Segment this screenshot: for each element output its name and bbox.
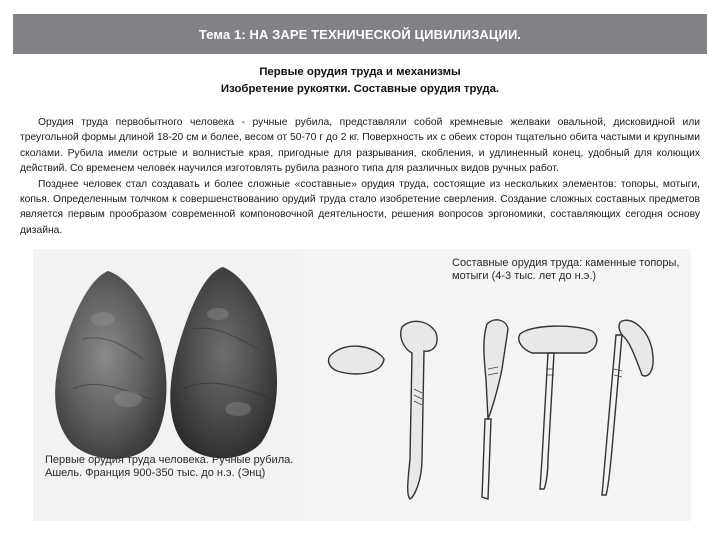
hafted-axe-2 [484, 320, 508, 419]
hand-axes-illustration [33, 249, 302, 521]
subtitle-line-1: Первые орудия труда и механизмы [259, 66, 461, 78]
hand-axe-right [170, 267, 277, 458]
body-text [20, 115, 700, 238]
composite-tools-illustration [302, 249, 691, 521]
slide-title: Тема 1: НА ЗАРЕ ТЕХНИЧЕСКОЙ ЦИВИЛИЗАЦИИ. [198, 26, 522, 42]
hand-axes-photo [33, 249, 302, 521]
composite-tools-caption: Составные орудия труда: каменные топоры, мотыги (4-3 тыс. лет до н.э.) [452, 257, 680, 282]
paragraph-composite-tools: Позднее человек стал создавать и более сложные «составные» орудия труда, состоящие из нескольких элементов: топоры, мотыги, копья. Определенным толчком к совершенствованию орудий труда стало изобретение сверления. Создание сложных составных предметов является первым прообразом современной компоновочной деятельности, решения вопросов эргономики, составляющих сегодня основу дизайна. [20, 178, 700, 236]
hand-axes-caption: Первые орудия труда человека. Ручные рубила. Ашель. Франция 900-350 тыс. до н.э. (Энц) [45, 454, 294, 479]
hoe [619, 320, 653, 376]
stone-blade [329, 346, 384, 374]
title-bar [13, 14, 707, 54]
composite-tools-drawing [302, 249, 691, 521]
paragraph-hand-axes: Орудия труда первобытного человека - ручные рубила, представляли собой кремневые желваки овальной, дисковидной или треугольной формы длиной 18-20 см и более, весом от 50-70 г до 2 кг. Поверхность их с обеих сторон тщательно обита частыми и крупными сколами. Рубила имели острые и волнистые края, пригодные для разрывания, скобления, и удлиненный конец, удобный для колющих действий. Со временем человек научился изготовлять рубила разного типа для различных видов ручных работ. [20, 117, 700, 175]
mattock-head [519, 326, 597, 353]
subtitle-line-2: Изобретение рукоятки. Составные орудия труда. [220, 83, 500, 95]
hafted-axe-1 [401, 321, 437, 499]
hand-axe-left [55, 271, 166, 459]
